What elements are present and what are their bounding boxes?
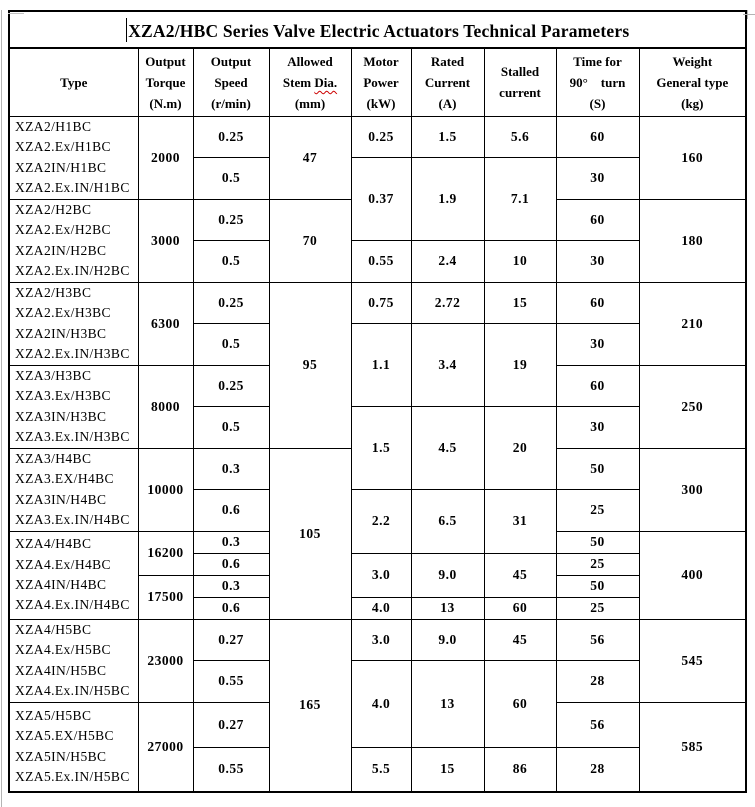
table-guide-tick-left <box>8 13 24 14</box>
speed-cell: 0.5 <box>193 324 269 366</box>
rated-current-cell: 1.9 <box>411 158 484 241</box>
rated-current-cell: 4.5 <box>411 407 484 490</box>
speed-cell: 0.5 <box>193 407 269 449</box>
motor-power-cell: 0.55 <box>351 241 411 283</box>
stalled-current-cell: 15 <box>484 282 556 324</box>
weight-cell: 300 <box>639 448 746 531</box>
motor-power-cell: 0.37 <box>351 158 411 241</box>
torque-cell: 3000 <box>138 199 193 282</box>
speed-cell: 0.25 <box>193 365 269 407</box>
torque-cell: 23000 <box>138 619 193 702</box>
table-row <box>9 619 746 661</box>
time-cell: 28 <box>556 747 639 792</box>
speed-cell: 0.5 <box>193 241 269 283</box>
type-cell: XZA4/H4BC XZA4.Ex/H4BC XZA4IN/H4BC XZA4.Ex.IN/H4BC <box>9 531 138 619</box>
motor-power-cell: 1.1 <box>351 324 411 407</box>
stalled-current-cell: 20 <box>484 407 556 490</box>
stalled-current-cell: 45 <box>484 619 556 661</box>
stalled-current-cell: 45 <box>484 553 556 597</box>
time-cell: 30 <box>556 324 639 366</box>
stem-dia-cell: 105 <box>269 448 351 619</box>
col-header-weight: Weight General type (kg) <box>639 48 746 116</box>
stalled-current-cell: 86 <box>484 747 556 792</box>
rated-current-cell: 2.72 <box>411 282 484 324</box>
type-cell: XZA3/H4BC XZA3.EX/H4BC XZA3IN/H4BC XZA3.Ex.IN/H4BC <box>9 448 138 531</box>
page-title <box>9 11 746 48</box>
torque-cell: 16200 <box>138 531 193 575</box>
weight-cell: 160 <box>639 116 746 199</box>
table-guide-tick-right-h <box>743 14 755 15</box>
weight-cell: 210 <box>639 282 746 365</box>
page-title-text: XZA2/HBC Series Valve Electric Actuators Technical Parameters <box>128 20 630 41</box>
torque-cell: 6300 <box>138 282 193 365</box>
weight-cell: 585 <box>639 702 746 792</box>
rated-current-cell: 3.4 <box>411 324 484 407</box>
speed-cell: 0.25 <box>193 282 269 324</box>
time-cell: 25 <box>556 553 639 575</box>
type-cell: XZA2/H2BC XZA2.Ex/H2BC XZA2IN/H2BC XZA2.Ex.IN/H2BC <box>9 199 138 282</box>
text-cursor <box>126 18 128 42</box>
stem-dia-cell: 95 <box>269 282 351 448</box>
stalled-current-cell: 5.6 <box>484 116 556 158</box>
weight-cell: 180 <box>639 199 746 282</box>
type-cell: XZA2/H1BC XZA2.Ex/H1BC XZA2IN/H1BC XZA2.Ex.IN/H1BC <box>9 116 138 199</box>
weight-cell: 400 <box>639 531 746 619</box>
weight-cell: 250 <box>639 365 746 448</box>
table-row <box>9 116 746 158</box>
rated-current-cell: 9.0 <box>411 553 484 597</box>
stalled-current-cell: 60 <box>484 597 556 619</box>
torque-cell: 10000 <box>138 448 193 531</box>
speed-cell: 0.3 <box>193 575 269 597</box>
speed-cell: 0.3 <box>193 448 269 490</box>
type-cell: XZA3/H3BC XZA3.Ex/H3BC XZA3IN/H3BC XZA3.Ex.IN/H3BC <box>9 365 138 448</box>
col-header-rated-current: Rated Current (A) <box>411 48 484 116</box>
weight-cell: 545 <box>639 619 746 702</box>
time-cell: 56 <box>556 702 639 747</box>
stem-dia-cell: 70 <box>269 199 351 282</box>
speed-cell: 0.27 <box>193 702 269 747</box>
speed-cell: 0.27 <box>193 619 269 661</box>
col-header-type: Type <box>9 48 138 116</box>
torque-cell: 17500 <box>138 575 193 619</box>
time-cell: 50 <box>556 448 639 490</box>
stalled-current-cell: 31 <box>484 490 556 554</box>
col-header-output-speed: Output Speed (r/min) <box>193 48 269 116</box>
rated-current-cell: 2.4 <box>411 241 484 283</box>
title-row <box>9 11 746 48</box>
type-cell: XZA4/H5BC XZA4.Ex/H5BC XZA4IN/H5BC XZA4.Ex.IN/H5BC <box>9 619 138 702</box>
rated-current-cell: 15 <box>411 747 484 792</box>
motor-power-cell: 3.0 <box>351 553 411 597</box>
time-cell: 60 <box>556 116 639 158</box>
speed-cell: 0.6 <box>193 553 269 575</box>
speed-cell: 0.55 <box>193 661 269 703</box>
speed-cell: 0.6 <box>193 490 269 532</box>
speed-cell: 0.55 <box>193 747 269 792</box>
motor-power-cell: 1.5 <box>351 407 411 490</box>
parameters-table <box>8 10 747 793</box>
motor-power-cell: 4.0 <box>351 597 411 619</box>
time-cell: 25 <box>556 490 639 532</box>
stalled-current-cell: 7.1 <box>484 158 556 241</box>
rated-current-cell: 6.5 <box>411 490 484 554</box>
time-cell: 25 <box>556 597 639 619</box>
speed-cell: 0.25 <box>193 116 269 158</box>
type-cell: XZA5/H5BC XZA5.EX/H5BC XZA5IN/H5BC XZA5.Ex.IN/H5BC <box>9 702 138 792</box>
torque-cell: 8000 <box>138 365 193 448</box>
speed-cell: 0.6 <box>193 597 269 619</box>
rated-current-cell: 13 <box>411 597 484 619</box>
time-cell: 60 <box>556 282 639 324</box>
speed-cell: 0.25 <box>193 199 269 241</box>
stalled-current-cell: 10 <box>484 241 556 283</box>
speed-cell: 0.5 <box>193 158 269 200</box>
rated-current-cell: 13 <box>411 661 484 748</box>
motor-power-cell: 3.0 <box>351 619 411 661</box>
col-header-stalled-current: Stalled current <box>484 48 556 116</box>
stalled-current-cell: 60 <box>484 661 556 748</box>
time-cell: 50 <box>556 531 639 553</box>
time-cell: 30 <box>556 241 639 283</box>
time-cell: 30 <box>556 407 639 449</box>
speed-cell: 0.3 <box>193 531 269 553</box>
torque-cell: 27000 <box>138 702 193 792</box>
spellcheck-underline: Dia. <box>314 74 338 90</box>
table-row <box>9 282 746 324</box>
time-cell: 60 <box>556 365 639 407</box>
col-header-output-torque: Output Torque (N.m) <box>138 48 193 116</box>
page-edge-line <box>1 10 2 807</box>
time-cell: 60 <box>556 199 639 241</box>
rated-current-cell: 9.0 <box>411 619 484 661</box>
motor-power-cell: 4.0 <box>351 661 411 748</box>
table-guide-tick-right-v <box>747 10 748 19</box>
col-header-motor-power: Motor Power (kW) <box>351 48 411 116</box>
time-cell: 56 <box>556 619 639 661</box>
col-header-stem-dia: Allowed Stem Dia. (mm) <box>269 48 351 116</box>
motor-power-cell: 2.2 <box>351 490 411 554</box>
time-cell: 28 <box>556 661 639 703</box>
motor-power-cell: 5.5 <box>351 747 411 792</box>
motor-power-cell: 0.25 <box>351 116 411 158</box>
col-header-time-for-turn: Time for 90° turn (S) <box>556 48 639 116</box>
stem-dia-cell: 47 <box>269 116 351 199</box>
stem-dia-cell: 165 <box>269 619 351 792</box>
time-cell: 50 <box>556 575 639 597</box>
type-cell: XZA2/H3BC XZA2.Ex/H3BC XZA2IN/H3BC XZA2.Ex.IN/H3BC <box>9 282 138 365</box>
rated-current-cell: 1.5 <box>411 116 484 158</box>
motor-power-cell: 0.75 <box>351 282 411 324</box>
stalled-current-cell: 19 <box>484 324 556 407</box>
torque-cell: 2000 <box>138 116 193 199</box>
header-row <box>9 48 746 116</box>
time-cell: 30 <box>556 158 639 200</box>
